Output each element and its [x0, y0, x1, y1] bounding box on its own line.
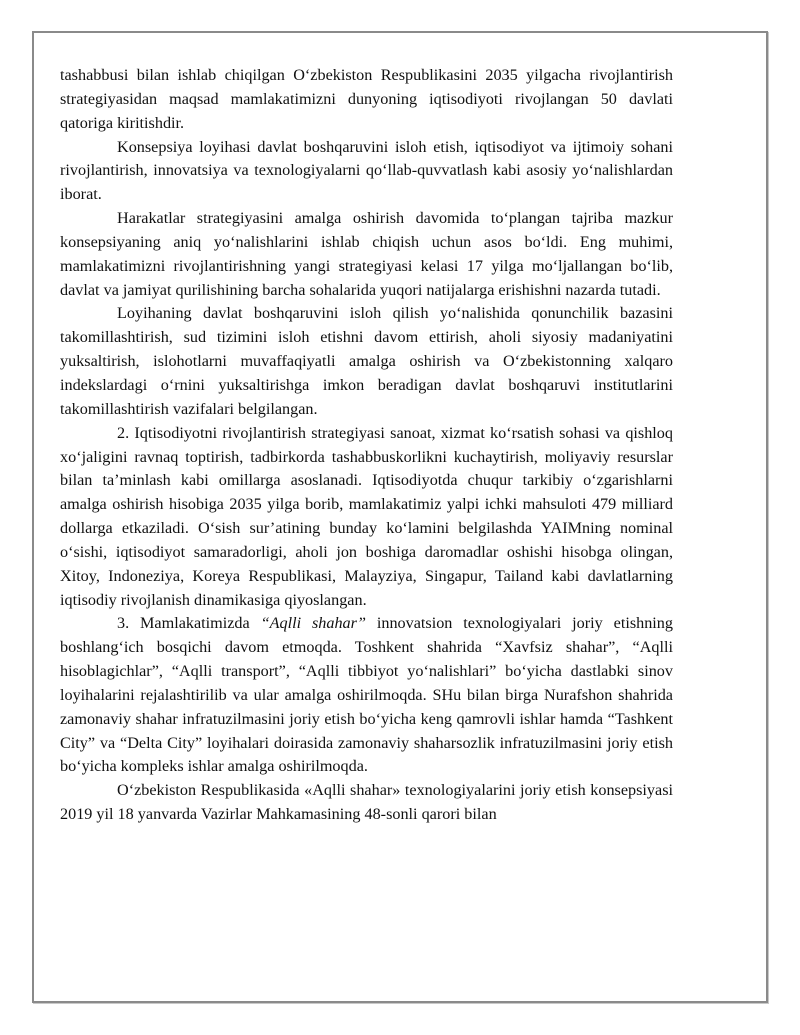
paragraph: Harakatlar strategiyasini amalga oshirish davomida to‘plangan tajriba mazkur konsepsiyaning aniq yo‘nalishlarini ishlab chiqish uchun asos bo‘ldi. Eng muhimi, mamlakatimizni rivojlantirishning yangi strategiyasi kelasi 17 yilga mo‘ljallangan bo‘lib, davlat va jamiyat qurilishining barcha sohalarida yuqori natijalarga erishishni nazarda tutadi.: [60, 209, 673, 299]
paragraph-rest: innovatsion texnologiyalari joriy etishning boshlang‘ich bosqichi davom etmoqda. Toshkent shahrida “Xavfsiz shahar”, “Aqlli hisoblagichlar”, “Aqlli transport”, “Aqlli tibbiyot yo‘nalishlari” bo‘yicha dastlabki sinov loyihalarini rejalashtirilib va ular amalga oshirilmoqda. SHu bilan birga Nurafshon shahrida zamonaviy shahar infratuzilmasini joriy etish bo‘yicha keng qamrovli ishlar hamda “Tashkent City” va “Delta City” loyihalari doirasida zamonaviy shaharsozlik infratuzilmasini joriy etish bo‘yicha kompleks ishlar amalga oshirilmoqda.: [60, 614, 673, 776]
paragraph: [60, 612, 673, 779]
paragraph: O‘zbekiston Respublikasida «Aqlli shahar» texnologiyalarini joriy etish konsepsiyasi 2019 yil 18 yanvarda Vazirlar Mahkamasining 48-sonli qarori bilan: [60, 781, 673, 824]
paragraph: tashabbusi bilan ishlab chiqilgan O‘zbekiston Respublikasini 2035 yilgacha rivojlantirish strategiyasidan maqsad mamlakatimizni dunyoning iqtisodiyoti rivojlangan 50 davlati qatoriga kiritishdir.: [60, 66, 673, 132]
paragraph-lead: 3. Mamlakatimizda: [117, 614, 261, 633]
paragraph: Konsepsiya loyihasi davlat boshqaruvini isloh etish, iqtisodiyot va ijtimoiy sohani rivojlantirish, innovatsiya va texnologiyalarni qo‘llab-quvvatlash kabi asosiy yo‘nalishlardan iborat.: [60, 137, 673, 204]
italic-term: “Aqlli shahar”: [260, 614, 366, 633]
paragraph: 2. Iqtisodiyotni rivojlantirish strategiyasi sanoat, xizmat ko‘rsatish sohasi va qishloq xo‘jaligini ravnaq toptirish, tadbirkorda tashabbuskorlikni kuchaytirish, moliyaviy resurslar bilan ta’minlash kabi omillarga asoslanadi. Iqtisodiyotda chuqur tarkibiy o‘zgarishlarni amalga oshirish hisobiga 2035 yilga borib, mamlakatimiz yalpi ichki mahsuloti 479 milliard dollarga etkaziladi. O‘sish sur’atining bunday ko‘lamini belgilashda YAIMning nominal o‘sishi, iqtisodiyot samaradorligi, aholi jon boshiga daromadlar oshishi hisobga olingan, Xitoy, Indoneziya, Koreya Respublikasi, Malayziya, Singapur, Tailand kabi davlatlarning iqtisodiy rivojlanish dinamikasiga qiyoslangan.: [60, 423, 673, 609]
paragraph: Loyihaning davlat boshqaruvini isloh qilish yo‘nalishida qonunchilik bazasini takomillashtirish, sud tizimini isloh etishni davom ettirish, aholi siyosiy madaniyatini yuksaltirish, islohotlarni muvaffaqiyatli amalga oshirish va O‘zbekistonning xalqaro indekslardagi o‘rnini yuksaltirishga imkon beradigan davlat boshqaruvi institutlarini takomillashtirish vazifalari belgilangan.: [60, 304, 673, 418]
document-body: [60, 64, 673, 827]
spacer: [366, 614, 377, 632]
